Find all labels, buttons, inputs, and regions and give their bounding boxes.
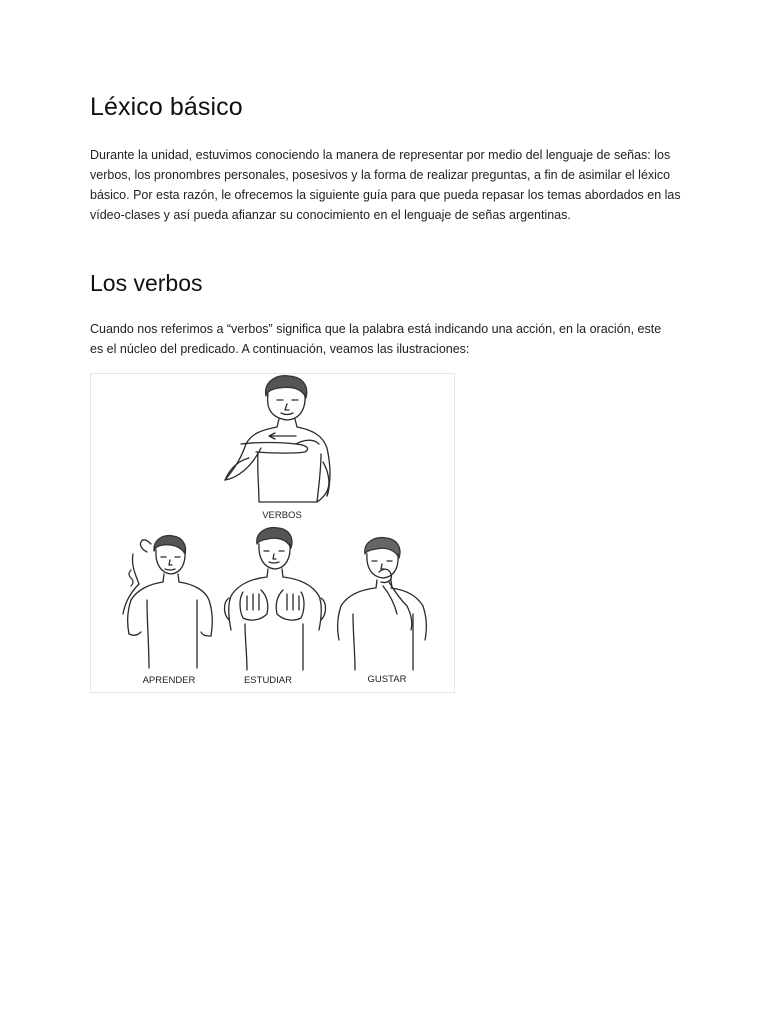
aprender-sign-figure (123, 536, 212, 668)
sign-drawings (91, 374, 454, 692)
paragraph-line: verbos, los pronombres personales, posesivos y la forma de realizar preguntas, a fin de asimilar el léxico (90, 168, 671, 182)
section-heading-lexico-basico: Léxico básico (90, 93, 243, 121)
paragraph-line: básico. Por esta razón, le ofrecemos la siguiente guía para que pueda repasar los temas abordados en las (90, 188, 681, 202)
intro-paragraph (90, 145, 690, 225)
paragraph-line: Durante la unidad, estuvimos conociendo la manera de representar por medio del lenguaje de señas: los (90, 148, 671, 162)
gustar-sign-figure (338, 538, 427, 670)
verbos-paragraph (90, 319, 690, 359)
sign-language-illustration (90, 373, 455, 693)
sign-label-gustar: GUSTAR (367, 674, 407, 685)
sign-label-aprender: APRENDER (142, 675, 196, 686)
paragraph-line: es el núcleo del predicado. A continuación, veamos las ilustraciones: (90, 342, 470, 356)
estudiar-sign-figure (225, 528, 326, 670)
sign-label-verbos: VERBOS (262, 510, 302, 521)
section-heading-los-verbos: Los verbos (90, 270, 203, 296)
verbos-sign-figure (225, 376, 330, 502)
paragraph-line: vídeo-clases y así pueda afianzar su conocimiento en el lenguaje de señas argentinas. (90, 208, 571, 222)
paragraph-line: Cuando nos referimos a “verbos” significa que la palabra está indicando una acción, en la oración, este (90, 322, 662, 336)
sign-label-estudiar: ESTUDIAR (243, 675, 293, 686)
